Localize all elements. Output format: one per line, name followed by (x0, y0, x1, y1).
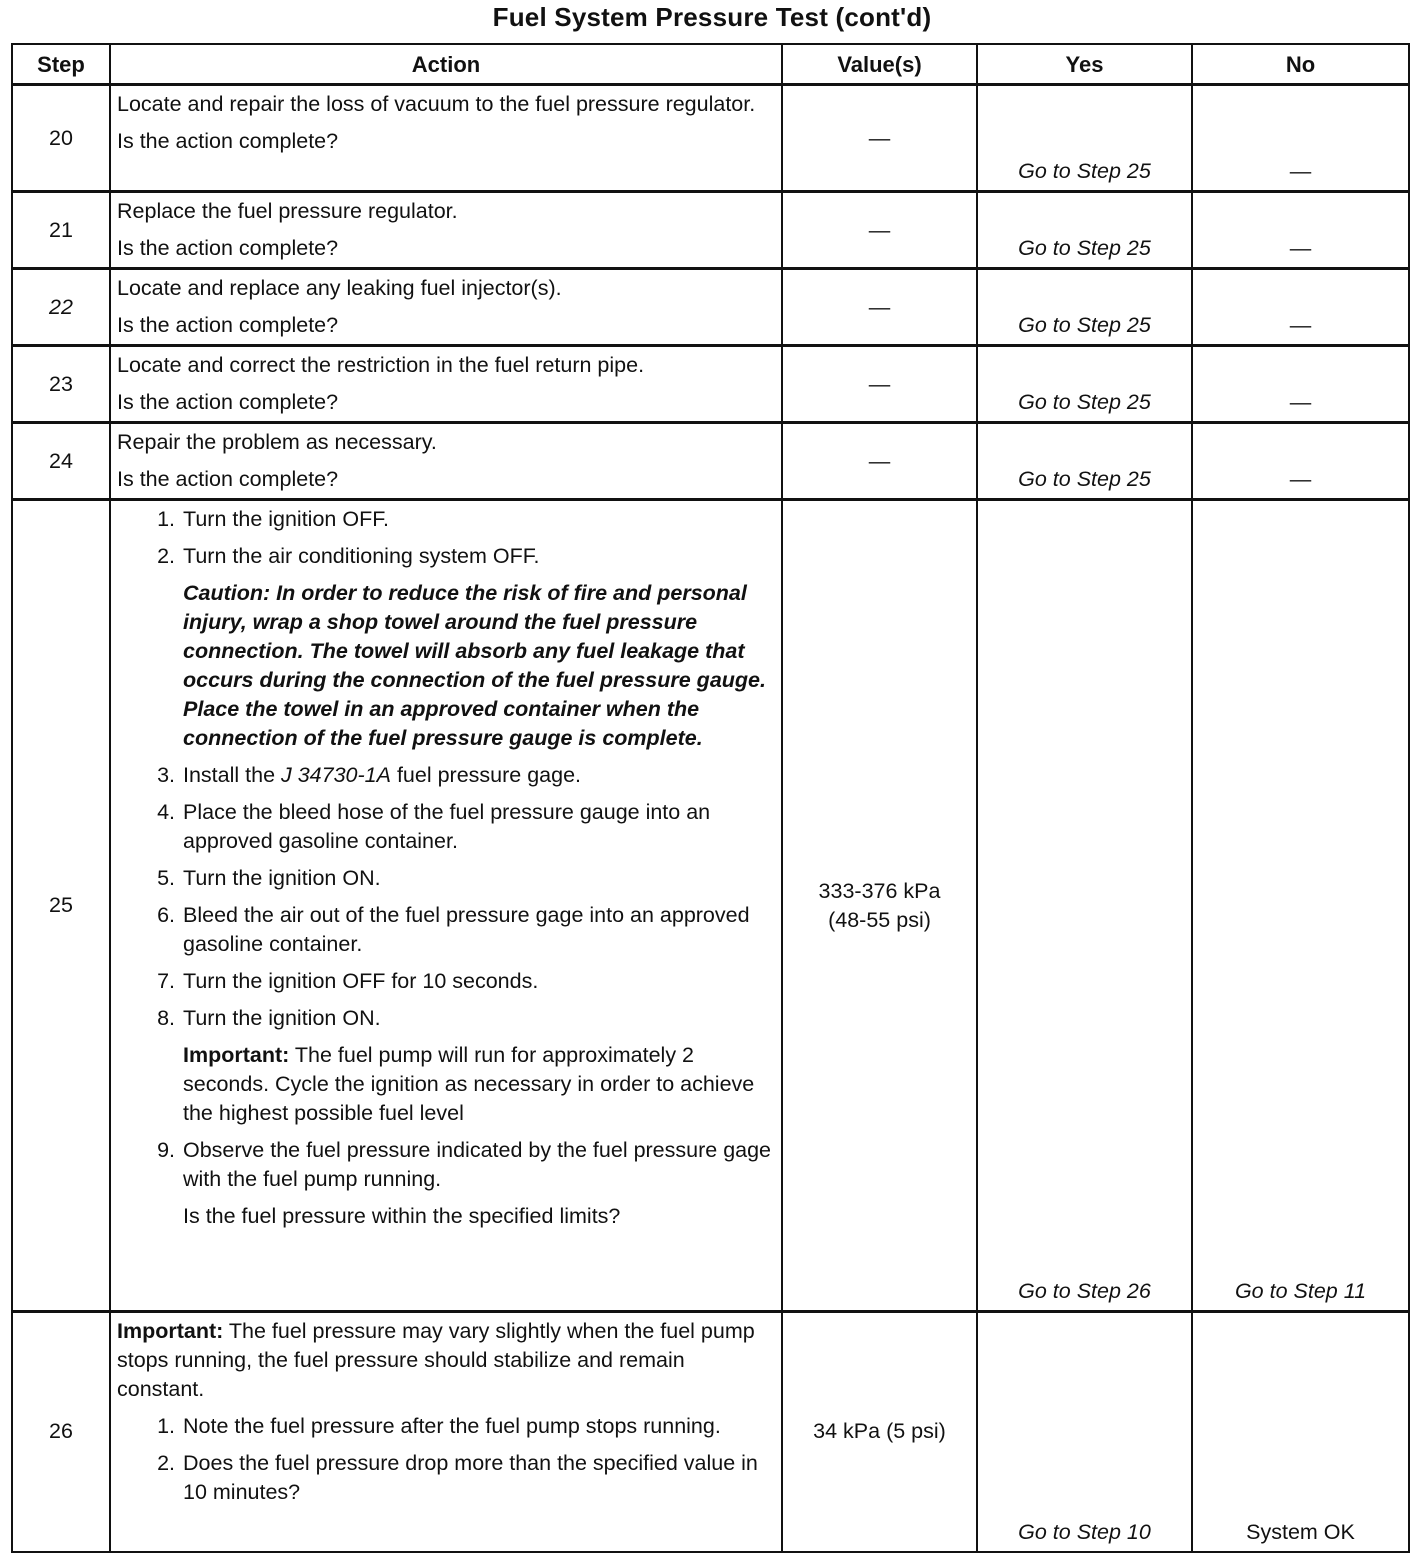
step-no (1192, 192, 1409, 269)
action-text: Replace the fuel pressure regulator. (117, 199, 458, 223)
page-title: Fuel System Pressure Test (cont'd) (492, 2, 932, 32)
substep: 5. Turn the ignition ON. (157, 866, 381, 890)
yes-target: Go to Step 25 (1018, 236, 1151, 260)
no-target: — (1289, 390, 1312, 414)
table-row (12, 423, 1409, 500)
step-value: — (782, 269, 977, 346)
step-action (110, 192, 782, 269)
step-number: 21 (12, 192, 110, 269)
action-question: Is the action complete? (117, 236, 339, 260)
substep-list (117, 1136, 773, 1194)
step-yes (977, 269, 1192, 346)
step-no (1192, 1312, 1409, 1552)
substep: 2. Turn the air conditioning system OFF. (157, 544, 540, 568)
step-no (1192, 269, 1409, 346)
step-action (110, 423, 782, 500)
yes-target: Go to Step 25 (1018, 159, 1151, 183)
no-target: Go to Step 11 (1234, 1279, 1367, 1303)
step-no (1192, 85, 1409, 192)
substep: 1. Note the fuel pressure after the fuel pump stops running. (157, 1414, 721, 1438)
substep: 7. Turn the ignition OFF for 10 seconds. (157, 969, 539, 993)
yes-target: Go to Step 25 (1018, 390, 1151, 414)
step-yes (977, 192, 1192, 269)
yes-target: Go to Step 26 (1018, 1279, 1151, 1303)
step-value: — (782, 346, 977, 423)
no-target: — (1289, 236, 1312, 260)
step-value: — (782, 192, 977, 269)
substep: 2. Does the fuel pressure drop more than the specified value in 10 minutes? (157, 1451, 758, 1504)
step-yes (977, 85, 1192, 192)
step-action (110, 346, 782, 423)
substep: 8. Turn the ignition ON. (157, 1006, 381, 1030)
action-question: Is the fuel pressure within the specified limits? (183, 1204, 621, 1228)
no-target: System OK (1246, 1519, 1355, 1544)
step-action (110, 269, 782, 346)
no-target: — (1289, 159, 1312, 183)
yes-target: Go to Step 10 (1018, 1519, 1151, 1544)
table-row (12, 1312, 1409, 1552)
action-text: Locate and replace any leaking fuel injector(s). (117, 276, 562, 300)
caution-note: Caution: In order to reduce the risk of fire and personal injury, wrap a shop towel around the fuel pressure connection. The towel will absorb any fuel leakage that occurs during the connection of the fuel pressure gauge. Place the towel in an approved container when the connection of the fuel pressure gauge is complete. (183, 581, 766, 750)
step-value: — (782, 423, 977, 500)
substep-list (117, 505, 773, 571)
substep: 3. Install the J 34730-1A fuel pressure gage. (157, 763, 582, 787)
value-primary: 333-376 kPa (818, 878, 941, 903)
step-action (110, 85, 782, 192)
action-question: Is the action complete? (117, 313, 339, 337)
step-no (1192, 500, 1409, 1312)
important-note: Important: The fuel pump will run for approximately 2 seconds. Cycle the ignition as necessary in order to achieve the highest possible fuel level (183, 1043, 755, 1125)
substep: 6. Bleed the air out of the fuel pressure gage into an approved gasoline container. (157, 903, 750, 956)
header-step: Step (12, 44, 110, 85)
step-number: 24 (12, 423, 110, 500)
step-number: 20 (12, 85, 110, 192)
table-row (12, 500, 1409, 1312)
tool-number: J 34730-1A (281, 763, 391, 787)
value-secondary: (48-55 psi) (828, 907, 931, 932)
step-number: 22 (12, 269, 110, 346)
header-values: Value(s) (782, 44, 977, 85)
step-number: 25 (12, 500, 110, 1312)
step-number: 26 (12, 1312, 110, 1552)
table-row (12, 346, 1409, 423)
procedure-table (11, 43, 1410, 1553)
step-value: 34 kPa (5 psi) (782, 1312, 977, 1552)
step-yes (977, 423, 1192, 500)
no-target: — (1289, 313, 1312, 337)
table-row (12, 192, 1409, 269)
yes-target: Go to Step 25 (1018, 313, 1151, 337)
action-text: Locate and repair the loss of vacuum to the fuel pressure regulator. (117, 92, 756, 116)
action-text: Repair the problem as necessary. (117, 430, 437, 454)
step-yes (977, 346, 1192, 423)
table-row (12, 269, 1409, 346)
step-no (1192, 346, 1409, 423)
step-no (1192, 423, 1409, 500)
table-header-row (12, 44, 1409, 85)
header-no: No (1192, 44, 1409, 85)
action-question: Is the action complete? (117, 129, 339, 153)
step-yes (977, 500, 1192, 1312)
substep: 4. Place the bleed hose of the fuel pressure gauge into an approved gasoline container. (157, 800, 711, 853)
important-note: Important: The fuel pressure may vary slightly when the fuel pump stops running, the fuel pressure should stabilize and remain constant. (117, 1319, 755, 1401)
action-text: Locate and correct the restriction in the fuel return pipe. (117, 353, 645, 377)
step-action (110, 500, 782, 1312)
no-target: — (1289, 467, 1312, 491)
action-question: Is the action complete? (117, 467, 339, 491)
header-yes: Yes (977, 44, 1192, 85)
action-question: Is the action complete? (117, 390, 339, 414)
substep-list (117, 1412, 773, 1507)
substep-list (117, 761, 773, 1033)
yes-target: Go to Step 25 (1018, 467, 1151, 491)
table-row (12, 85, 1409, 192)
header-action: Action (110, 44, 782, 85)
substep: 9. Observe the fuel pressure indicated by the fuel pressure gage with the fuel pump running. (157, 1138, 772, 1191)
step-yes (977, 1312, 1192, 1552)
step-value: — (782, 85, 977, 192)
step-number: 23 (12, 346, 110, 423)
step-action (110, 1312, 782, 1552)
step-value (782, 500, 977, 1312)
substep: 1. Turn the ignition OFF. (157, 507, 389, 531)
